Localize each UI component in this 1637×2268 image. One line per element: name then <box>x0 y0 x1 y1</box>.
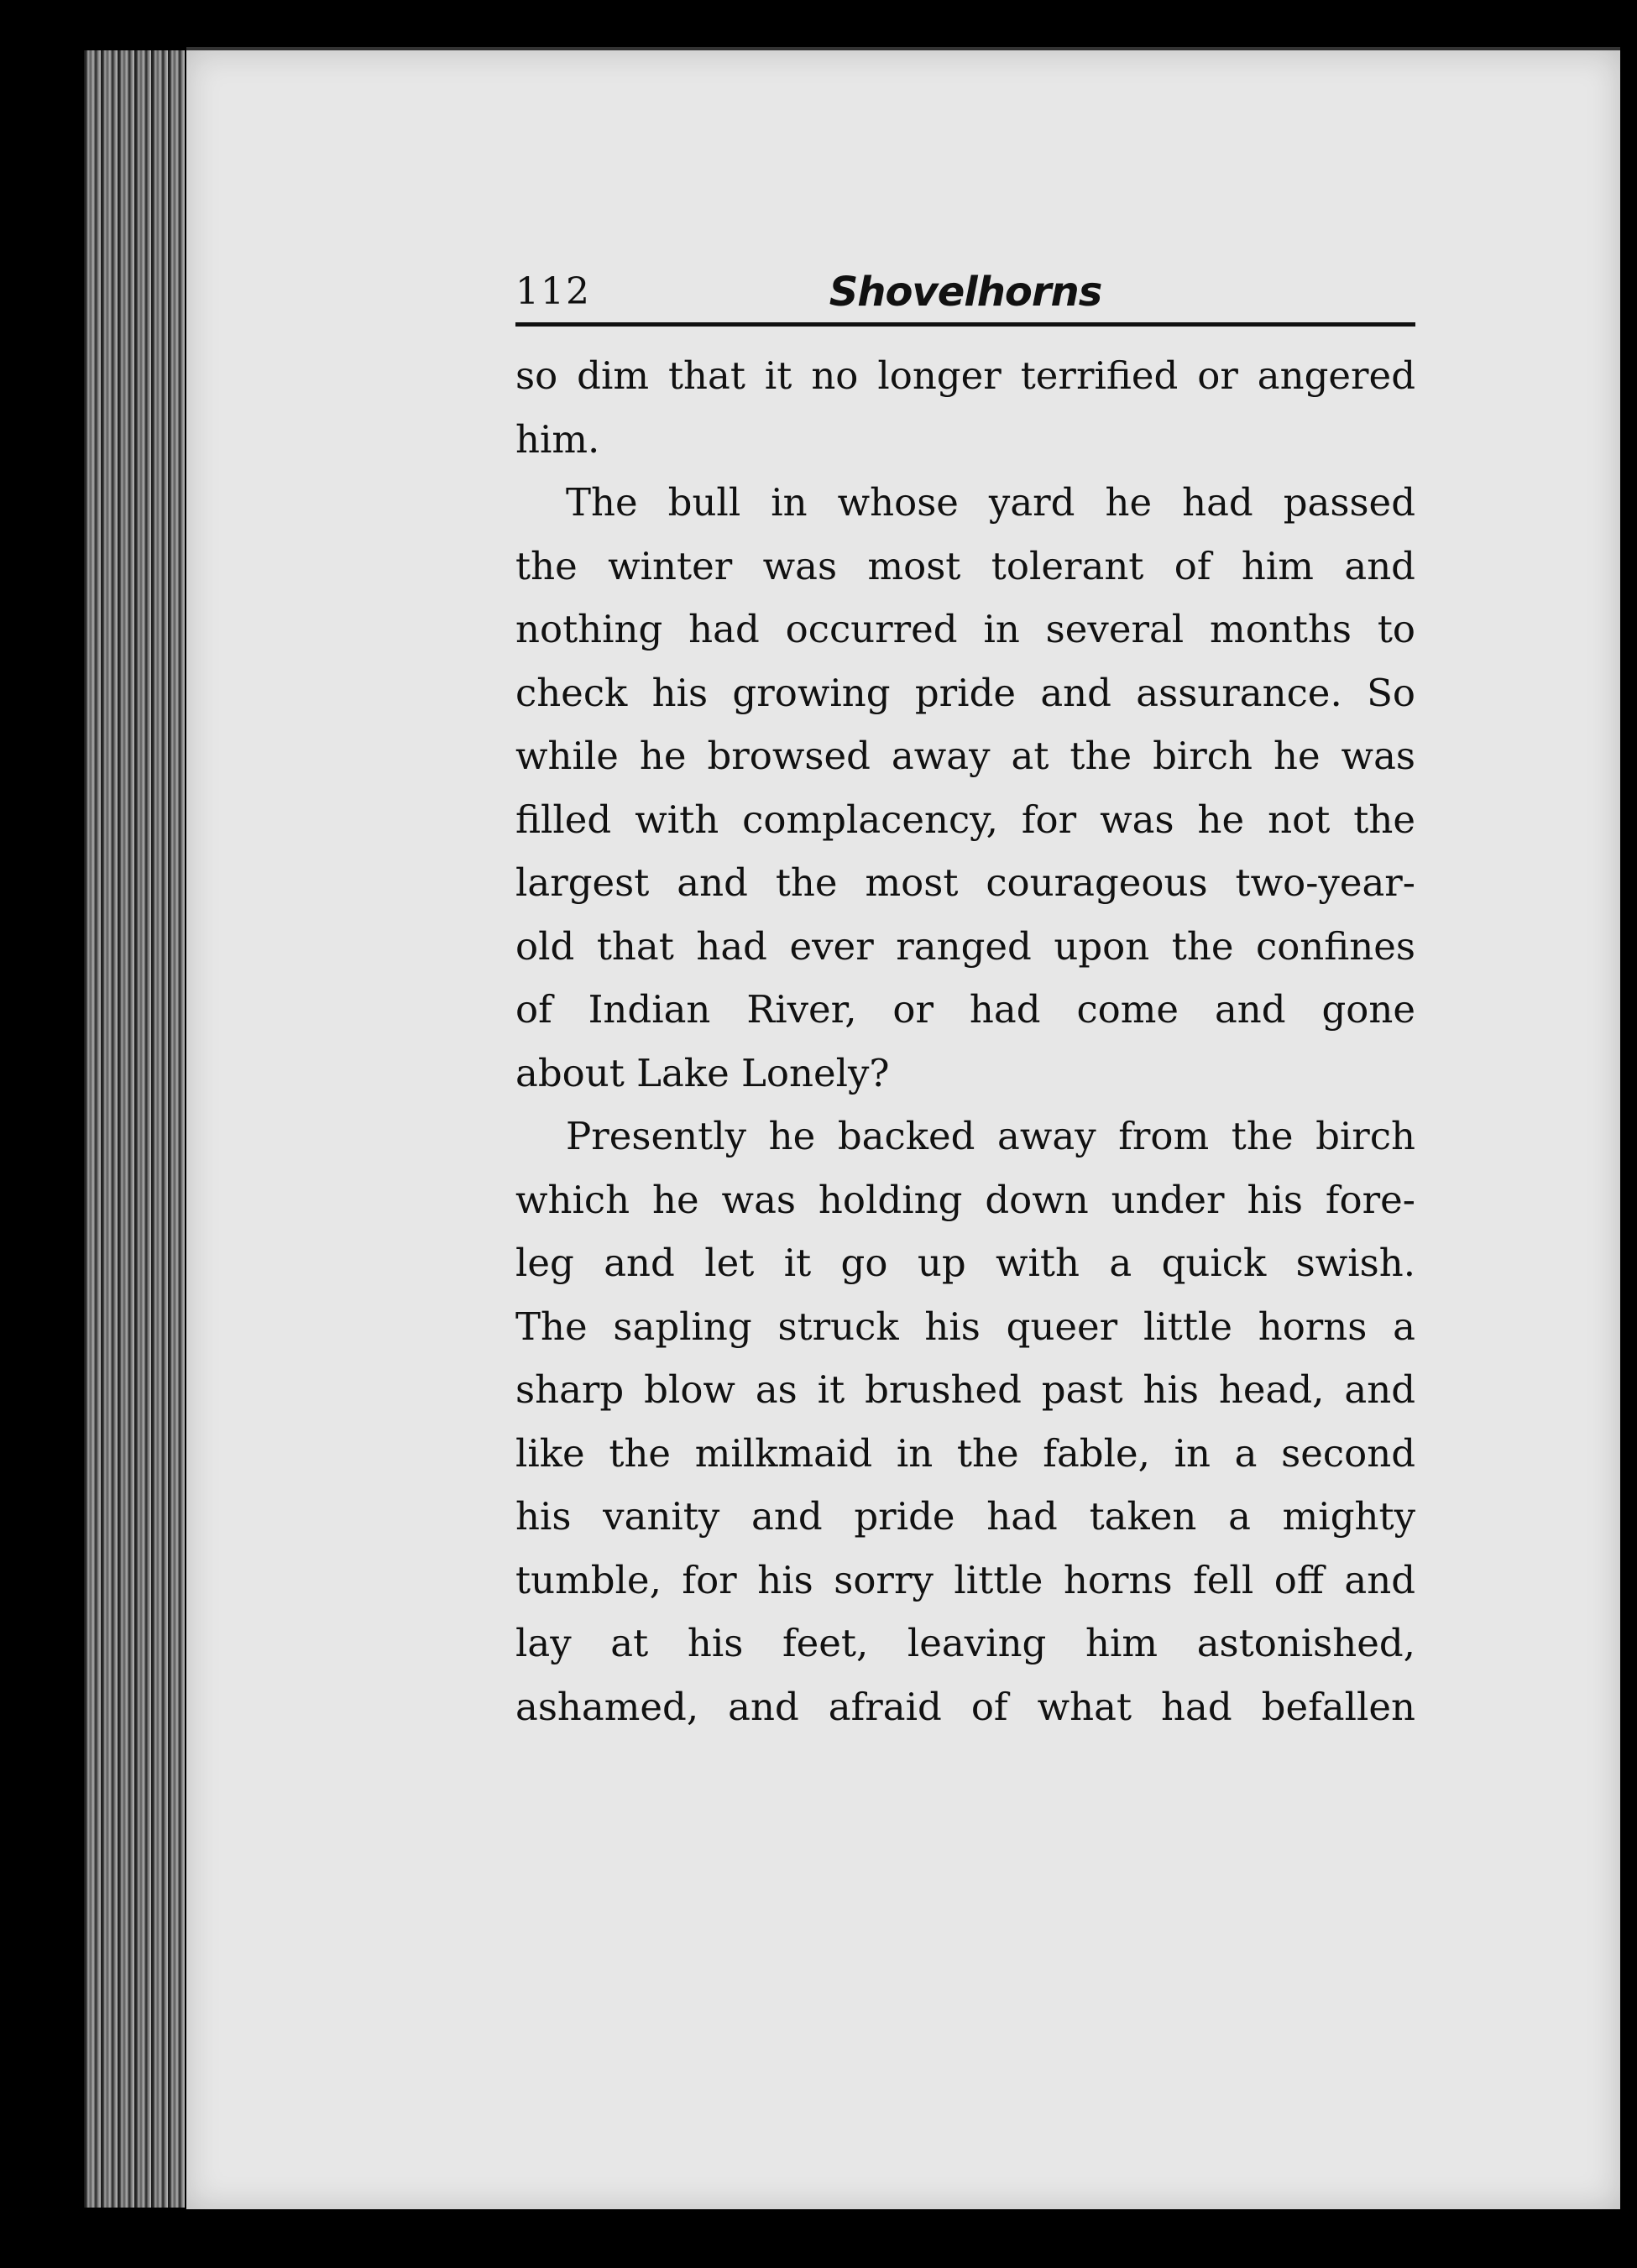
text-line: of Indian River, or had come and gone <box>515 987 1415 1032</box>
text-line: about Lake Lonely? <box>515 1050 890 1095</box>
page-number: 112 <box>515 270 591 313</box>
header-rule <box>515 322 1415 327</box>
running-title: Shovelhorns <box>829 269 1102 316</box>
text-line: lay at his feet, leaving him astonished, <box>515 1621 1415 1665</box>
text-line: check his growing pride and assurance. So <box>515 670 1415 715</box>
text-line: so dim that it no longer terrified or angered <box>515 353 1415 398</box>
text-line: his vanity and pride had taken a mighty <box>515 1494 1415 1539</box>
text-line: old that had ever ranged upon the confines <box>515 923 1415 969</box>
text-line: like the milkmaid in the fable, in a second <box>515 1430 1415 1476</box>
text-line: The bull in whose yard he had passed <box>566 480 1415 525</box>
text-line: him. <box>515 416 600 462</box>
body-text <box>515 344 1415 1738</box>
book-page-edges <box>84 50 185 2208</box>
text-line: which he was holding down under his fore- <box>515 1177 1415 1222</box>
text-line: the winter was most tolerant of him and <box>515 543 1415 588</box>
text-line: tumble, for his sorry little horns fell off and <box>515 1557 1415 1602</box>
text-line: while he browsed away at the birch he was <box>515 734 1415 778</box>
text-line: filled with complacency, for was he not the <box>515 797 1415 842</box>
text-line: largest and the most courageous two-year- <box>515 860 1415 905</box>
text-line: ashamed, and afraid of what had befallen <box>515 1684 1415 1729</box>
text-line: leg and let it go up with a quick swish. <box>515 1241 1415 1285</box>
text-line: nothing had occurred in several months to <box>515 607 1415 651</box>
text-line: sharp blow as it brushed past his head, and <box>515 1367 1415 1412</box>
text-line: Presently he backed away from the birch <box>566 1114 1415 1158</box>
text-line: The sapling struck his queer little horns a <box>515 1304 1415 1349</box>
